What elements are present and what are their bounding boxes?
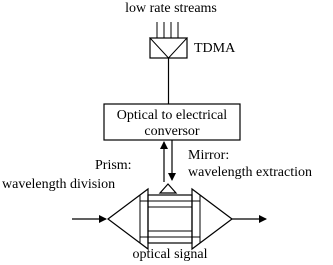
mirror-shape <box>160 184 176 193</box>
low-rate-streams-label: low rate streams <box>125 1 217 16</box>
prism-label-line2: wavelength division <box>2 177 116 192</box>
left-prism-outer <box>108 189 148 249</box>
right-prism-outer <box>192 189 232 249</box>
left-prism <box>108 189 148 249</box>
converter-label-line1: Optical to electrical <box>116 108 228 123</box>
tdma-multiplexer <box>150 22 187 58</box>
tdma-label: TDMA <box>194 41 236 56</box>
prism-label-line1: Prism: <box>95 158 132 173</box>
wavelength-paths <box>140 195 200 243</box>
central-channel <box>148 195 192 243</box>
optical-signal-label: optical signal <box>132 247 208 262</box>
right-prism <box>192 189 232 249</box>
mirror-label-line1: Mirror: <box>188 148 230 163</box>
converter-label-line2: conversor <box>144 124 200 139</box>
mirror-label-line2: wavelength extraction <box>188 165 313 180</box>
mirror-converter-arrows <box>164 140 172 182</box>
tdma-box <box>150 38 187 58</box>
tdma-triangle <box>150 38 187 58</box>
